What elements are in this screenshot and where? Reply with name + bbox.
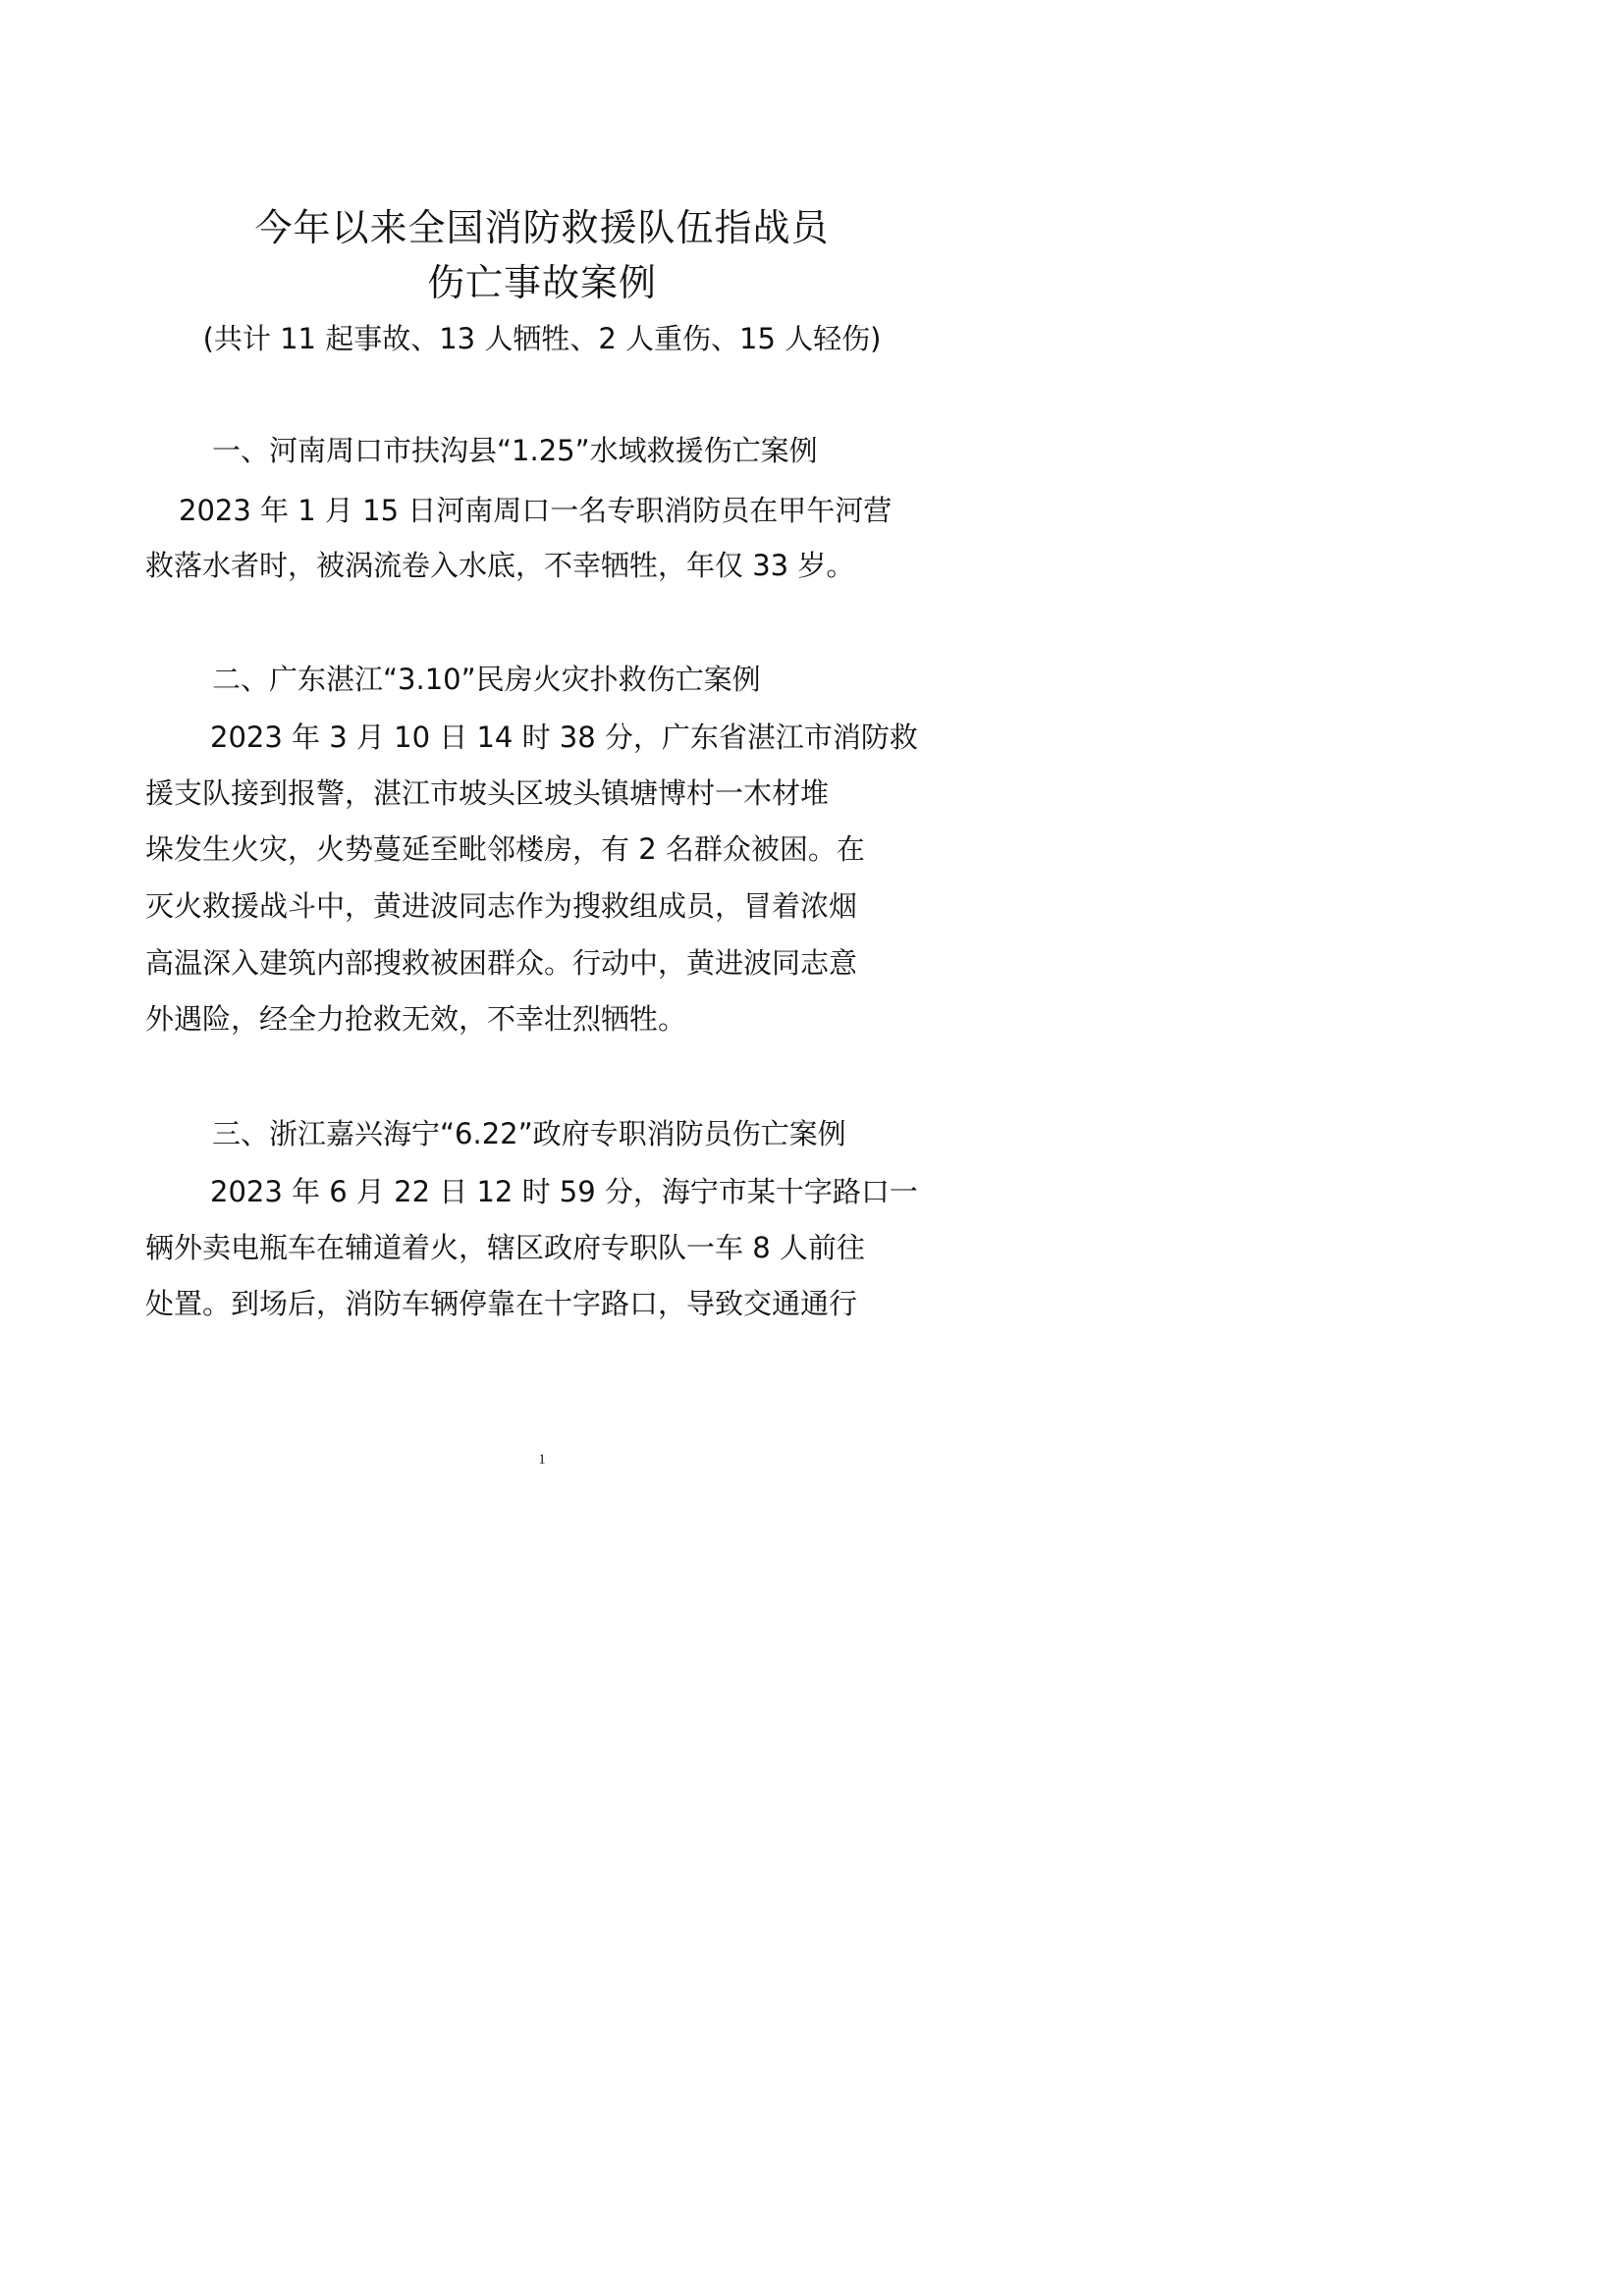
paragraph-line: 高温深入建筑内部搜救被困群众。行动中，黄进波同志意 (145, 946, 858, 980)
section-heading-2: 二、广东湛江“3.10”民房火灾扑救伤亡案例 (212, 663, 761, 696)
document-title-line-2: 伤亡事故案例 (426, 261, 657, 304)
document-title-line-1: 今年以来全国消防救援队伍指战员 (254, 206, 830, 249)
paragraph-line: 垛发生火灾，火势蔓延至毗邻楼房，有 2 名群众被困。在 (145, 832, 865, 866)
paragraph-line: 2023 年 1 月 15 日河南周口一名专职消防员在甲午河营 (179, 494, 893, 527)
paragraph-line: 灭火救援战斗中，黄进波同志作为搜救组成员，冒着浓烟 (145, 889, 858, 923)
section-heading-3: 三、浙江嘉兴海宁“6.22”政府专职消防员伤亡案例 (212, 1117, 846, 1150)
paragraph-line: 援支队接到报警，湛江市坡头区坡头镇塘博村一木材堆 (145, 776, 830, 810)
paragraph-line: 辆外卖电瓶车在辅道着火，辖区政府专职队一车 8 人前往 (145, 1231, 865, 1264)
section-heading-1: 一、河南周口市扶沟县“1.25”水域救援伤亡案例 (212, 434, 818, 467)
document-subtitle: (共计 11 起事故、13 人牺牲、2 人重伤、15 人轻伤) (202, 322, 882, 355)
page-number: 1 (538, 1452, 546, 1468)
paragraph-line: 处置。到场后，消防车辆停靠在十字路口，导致交通通行 (145, 1287, 858, 1320)
paragraph-line: 2023 年 6 月 22 日 12 时 59 分，海宁市某十字路口一 (210, 1175, 918, 1208)
paragraph-line: 2023 年 3 月 10 日 14 时 38 分，广东省湛江市消防救 (210, 721, 918, 754)
paragraph-line: 外遇险，经全力抢救无效，不幸壮烈牺牲。 (145, 1002, 687, 1036)
paragraph-line: 救落水者时，被涡流卷入水底，不幸牺牲，年仅 33 岁。 (145, 549, 855, 582)
